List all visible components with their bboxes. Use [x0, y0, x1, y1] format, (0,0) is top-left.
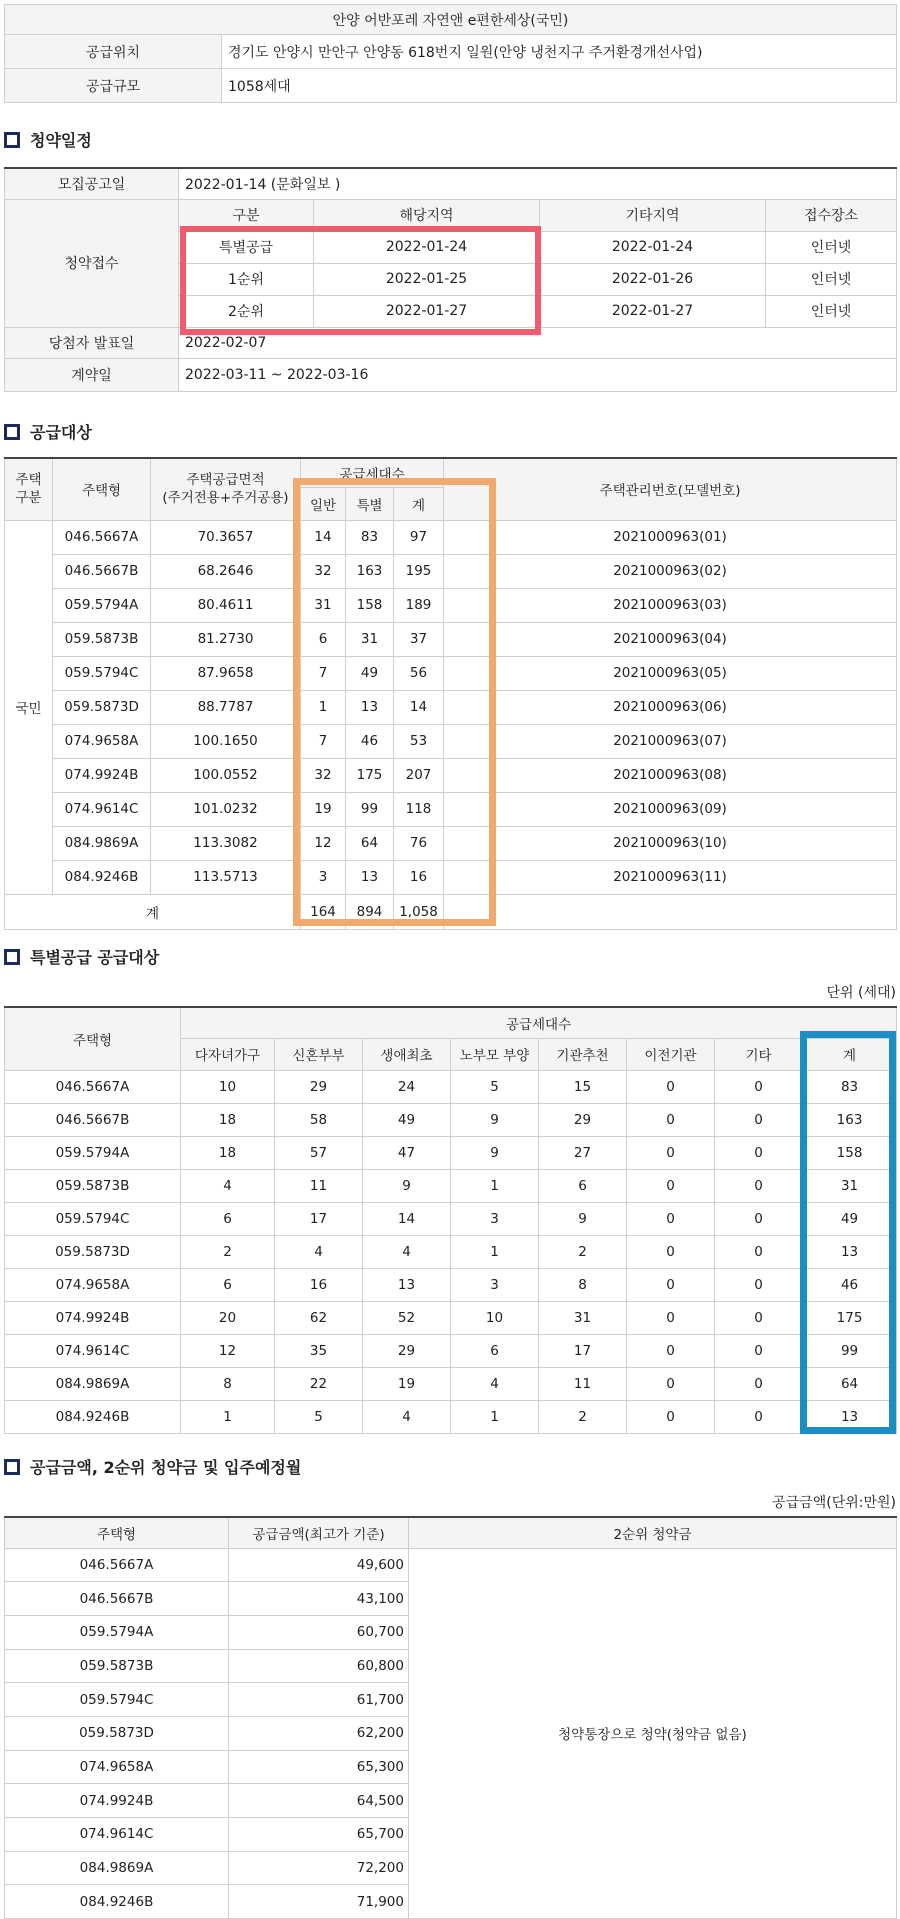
supply-cell: 76	[394, 826, 444, 860]
special-count-cell: 9	[451, 1103, 539, 1136]
winner-date-value: 2022-02-07	[179, 327, 897, 358]
supply-header-special: 특별	[346, 487, 394, 520]
supply-cell: 2021000963(10)	[444, 826, 897, 860]
supply-total-all: 1,058	[394, 894, 444, 929]
special-count-cell: 31	[803, 1169, 897, 1202]
special-count-cell: 0	[715, 1268, 803, 1301]
supply-total-empty	[444, 894, 897, 929]
supply-header-area: 주택공급면적 (주거전용+주거공용)	[151, 458, 301, 520]
table-row	[5, 1103, 897, 1136]
special-count-cell: 8	[181, 1367, 275, 1400]
supply-cell: 80.4611	[151, 588, 301, 622]
supply-cell: 31	[301, 588, 346, 622]
special-count-cell: 9	[363, 1169, 451, 1202]
supply-cell: 2021000963(09)	[444, 792, 897, 826]
complex-info-table	[4, 4, 897, 103]
supply-cell: 32	[301, 554, 346, 588]
price-type-cell: 059.5794C	[5, 1683, 229, 1717]
special-count-cell: 2	[539, 1235, 627, 1268]
special-count-cell: 1	[451, 1400, 539, 1433]
special-count-cell: 57	[275, 1136, 363, 1169]
special-count-cell: 0	[627, 1367, 715, 1400]
table-row	[5, 1070, 897, 1103]
price-amount-cell: 60,700	[229, 1615, 409, 1649]
special-count-cell: 99	[803, 1334, 897, 1367]
special-unit-note: 단위 (세대)	[826, 985, 896, 1001]
special-type-cell: 074.9614C	[5, 1334, 181, 1367]
table-row	[5, 1548, 897, 1582]
contract-date-value: 2022-03-11 ~ 2022-03-16	[179, 358, 897, 391]
supply-cell: 6	[301, 622, 346, 656]
supply-cell: 101.0232	[151, 792, 301, 826]
supply-cell: 46	[346, 724, 394, 758]
supply-section-title	[4, 420, 92, 443]
special-type-cell: 059.5873B	[5, 1169, 181, 1202]
schedule-title-text: 청약일정	[30, 131, 92, 150]
supply-cell: 1	[301, 690, 346, 724]
special-count-cell: 0	[627, 1202, 715, 1235]
schedule-cell: 2022-01-24	[314, 231, 540, 263]
special-count-cell: 1	[181, 1400, 275, 1433]
price-type-cell: 074.9924B	[5, 1784, 229, 1818]
supply-cell: 059.5794A	[53, 588, 151, 622]
special-count-cell: 5	[451, 1070, 539, 1103]
special-count-cell: 0	[627, 1268, 715, 1301]
special-count-cell: 17	[275, 1202, 363, 1235]
supply-cell: 13	[346, 690, 394, 724]
supply-cell: 70.3657	[151, 520, 301, 554]
special-count-cell: 2	[539, 1400, 627, 1433]
special-type-cell: 046.5667B	[5, 1103, 181, 1136]
special-count-cell: 0	[715, 1103, 803, 1136]
table-row	[5, 1334, 897, 1367]
supply-header-units: 공급세대수	[301, 458, 444, 487]
supply-cell: 3	[301, 860, 346, 894]
supply-cell: 158	[346, 588, 394, 622]
special-count-cell: 0	[715, 1400, 803, 1433]
special-count-cell: 62	[275, 1301, 363, 1334]
special-count-cell: 46	[803, 1268, 897, 1301]
special-header-firsttime: 생애최초	[363, 1038, 451, 1070]
supply-cell: 64	[346, 826, 394, 860]
special-type-cell: 084.9246B	[5, 1400, 181, 1433]
square-bullet-icon	[4, 132, 20, 148]
table-row	[5, 1400, 897, 1433]
supply-cell: 88.7787	[151, 690, 301, 724]
table-row	[5, 1169, 897, 1202]
price-type-cell: 046.5667A	[5, 1548, 229, 1582]
special-rows	[5, 1070, 897, 1433]
location-label: 공급위치	[5, 35, 222, 69]
table-row	[5, 1268, 897, 1301]
table-row	[5, 1367, 897, 1400]
supply-cell: 2021000963(04)	[444, 622, 897, 656]
supply-header-type: 주택형	[53, 458, 151, 520]
supply-cell: 56	[394, 656, 444, 690]
supply-cell: 16	[394, 860, 444, 894]
supply-cell: 118	[394, 792, 444, 826]
price-amount-cell: 65,700	[229, 1818, 409, 1852]
supply-cell: 37	[394, 622, 444, 656]
special-count-cell: 0	[715, 1202, 803, 1235]
special-count-cell: 13	[803, 1400, 897, 1433]
special-count-cell: 158	[803, 1136, 897, 1169]
special-count-cell: 20	[181, 1301, 275, 1334]
supply-cell: 14	[394, 690, 444, 724]
supply-cell: 68.2646	[151, 554, 301, 588]
special-count-cell: 3	[451, 1268, 539, 1301]
special-count-cell: 10	[451, 1301, 539, 1334]
special-count-cell: 49	[363, 1103, 451, 1136]
special-count-cell: 2	[181, 1235, 275, 1268]
supply-cell: 49	[346, 656, 394, 690]
price-rows	[5, 1548, 897, 1919]
table-row	[5, 1235, 897, 1268]
schedule-cell: 인터넷	[766, 231, 897, 263]
supply-total-general: 164	[301, 894, 346, 929]
supply-cell: 99	[346, 792, 394, 826]
scale-value: 1058세대	[222, 69, 897, 103]
supply-cell: 13	[346, 860, 394, 894]
supply-cell: 2021000963(06)	[444, 690, 897, 724]
special-title-text: 특별공급 공급대상	[30, 948, 160, 967]
schedule-table	[4, 167, 897, 392]
schedule-cell: 특별공급	[179, 231, 314, 263]
supply-cell: 059.5873D	[53, 690, 151, 724]
special-count-cell: 10	[181, 1070, 275, 1103]
supply-cell: 31	[346, 622, 394, 656]
special-count-cell: 4	[363, 1235, 451, 1268]
special-count-cell: 16	[275, 1268, 363, 1301]
special-count-cell: 9	[539, 1202, 627, 1235]
supply-cell: 189	[394, 588, 444, 622]
table-row	[5, 1136, 897, 1169]
schedule-header-other: 기타지역	[540, 199, 766, 231]
supply-cell: 059.5873B	[53, 622, 151, 656]
supply-cell: 074.9924B	[53, 758, 151, 792]
location-value: 경기도 안양시 만안구 안양동 618번지 일원(안양 냉천지구 주거환경개선사업)	[222, 35, 897, 69]
supply-cell: 32	[301, 758, 346, 792]
supply-cell: 046.5667A	[53, 520, 151, 554]
special-count-cell: 5	[275, 1400, 363, 1433]
special-count-cell: 4	[181, 1169, 275, 1202]
special-header-other: 기타	[715, 1038, 803, 1070]
supply-cell: 2021000963(02)	[444, 554, 897, 588]
special-count-cell: 0	[627, 1235, 715, 1268]
special-count-cell: 0	[627, 1334, 715, 1367]
supply-cell: 175	[346, 758, 394, 792]
special-count-cell: 0	[715, 1136, 803, 1169]
price-amount-cell: 72,200	[229, 1851, 409, 1885]
special-count-cell: 35	[275, 1334, 363, 1367]
supply-cell: 074.9658A	[53, 724, 151, 758]
supply-total-special: 894	[346, 894, 394, 929]
special-count-cell: 49	[803, 1202, 897, 1235]
special-count-cell: 11	[275, 1169, 363, 1202]
price-unit-note: 공급금액(단위:만원)	[772, 1495, 896, 1511]
supply-cell: 074.9614C	[53, 792, 151, 826]
supply-cell: 163	[346, 554, 394, 588]
special-count-cell: 0	[715, 1070, 803, 1103]
price-type-cell: 074.9658A	[5, 1750, 229, 1784]
special-count-cell: 15	[539, 1070, 627, 1103]
schedule-cell: 2022-01-25	[314, 263, 540, 295]
special-count-cell: 163	[803, 1103, 897, 1136]
table-row	[5, 1301, 897, 1334]
supply-cell: 2021000963(07)	[444, 724, 897, 758]
schedule-cell: 2022-01-24	[540, 231, 766, 263]
supply-cell: 113.5713	[151, 860, 301, 894]
notice-date-label: 모집공고일	[5, 168, 179, 199]
special-count-cell: 11	[539, 1367, 627, 1400]
price-amount-cell: 43,100	[229, 1582, 409, 1616]
special-count-cell: 13	[803, 1235, 897, 1268]
special-section-title	[4, 945, 159, 968]
special-count-cell: 0	[627, 1301, 715, 1334]
supply-cell: 059.5794C	[53, 656, 151, 690]
price-amount-cell: 49,600	[229, 1548, 409, 1582]
special-header-newlywed: 신혼부부	[275, 1038, 363, 1070]
special-count-cell: 29	[539, 1103, 627, 1136]
special-count-cell: 9	[451, 1136, 539, 1169]
price-amount-cell: 62,200	[229, 1716, 409, 1750]
supply-cell: 19	[301, 792, 346, 826]
supply-cell: 7	[301, 724, 346, 758]
supply-title-text: 공급대상	[30, 423, 92, 442]
price-header-price: 공급금액(최고가 기준)	[229, 1517, 409, 1548]
supply-group-label: 국민	[5, 520, 53, 894]
special-count-cell: 64	[803, 1367, 897, 1400]
special-count-cell: 18	[181, 1103, 275, 1136]
price-type-cell: 046.5667B	[5, 1582, 229, 1616]
special-count-cell: 4	[275, 1235, 363, 1268]
special-count-cell: 19	[363, 1367, 451, 1400]
special-count-cell: 52	[363, 1301, 451, 1334]
special-type-cell: 059.5794C	[5, 1202, 181, 1235]
special-count-cell: 4	[451, 1367, 539, 1400]
price-amount-cell: 64,500	[229, 1784, 409, 1818]
special-type-cell: 059.5873D	[5, 1235, 181, 1268]
special-count-cell: 0	[715, 1235, 803, 1268]
special-count-cell: 58	[275, 1103, 363, 1136]
receipt-label: 청약접수	[5, 199, 179, 327]
supply-cell: 2021000963(08)	[444, 758, 897, 792]
special-count-cell: 18	[181, 1136, 275, 1169]
square-bullet-icon	[4, 424, 20, 440]
table-row	[5, 1202, 897, 1235]
special-count-cell: 47	[363, 1136, 451, 1169]
supply-header-total: 계	[394, 487, 444, 520]
special-count-cell: 1	[451, 1235, 539, 1268]
supply-cell: 2021000963(11)	[444, 860, 897, 894]
special-count-cell: 22	[275, 1367, 363, 1400]
special-type-cell: 084.9869A	[5, 1367, 181, 1400]
special-count-cell: 1	[451, 1169, 539, 1202]
supply-cell: 53	[394, 724, 444, 758]
supply-header-mgmt: 주택관리번호(모델번호)	[444, 458, 897, 520]
supply-total-label: 계	[5, 894, 301, 929]
contract-date-label: 계약일	[5, 358, 179, 391]
price-type-cell: 059.5873B	[5, 1649, 229, 1683]
price-type-cell: 059.5873D	[5, 1716, 229, 1750]
supply-cell: 207	[394, 758, 444, 792]
special-type-cell: 074.9924B	[5, 1301, 181, 1334]
supply-cell: 83	[346, 520, 394, 554]
price-type-cell: 074.9614C	[5, 1818, 229, 1852]
special-count-cell: 6	[181, 1268, 275, 1301]
supply-cell: 87.9658	[151, 656, 301, 690]
special-count-cell: 0	[627, 1103, 715, 1136]
supply-header-group: 주택 구분	[5, 458, 53, 520]
schedule-cell: 1순위	[179, 263, 314, 295]
special-header-total: 계	[803, 1038, 897, 1070]
supply-cell: 100.0552	[151, 758, 301, 792]
supply-cell: 81.2730	[151, 622, 301, 656]
supply-cell: 97	[394, 520, 444, 554]
supply-cell: 195	[394, 554, 444, 588]
price-section-title	[4, 1455, 301, 1478]
special-count-cell: 24	[363, 1070, 451, 1103]
special-count-cell: 14	[363, 1202, 451, 1235]
special-count-cell: 0	[627, 1400, 715, 1433]
supply-cell: 046.5667B	[53, 554, 151, 588]
supply-cell: 084.9246B	[53, 860, 151, 894]
supply-header-general: 일반	[301, 487, 346, 520]
special-count-cell: 0	[627, 1136, 715, 1169]
supply-cell: 12	[301, 826, 346, 860]
price-amount-cell: 60,800	[229, 1649, 409, 1683]
price-type-cell: 084.9246B	[5, 1885, 229, 1919]
special-count-cell: 0	[627, 1169, 715, 1202]
special-count-cell: 6	[539, 1169, 627, 1202]
supply-cell: 2021000963(05)	[444, 656, 897, 690]
schedule-header-place: 접수장소	[766, 199, 897, 231]
special-count-cell: 8	[539, 1268, 627, 1301]
special-count-cell: 27	[539, 1136, 627, 1169]
special-count-cell: 0	[715, 1334, 803, 1367]
supply-cell: 2021000963(03)	[444, 588, 897, 622]
schedule-section-title	[4, 128, 92, 151]
special-type-cell: 046.5667A	[5, 1070, 181, 1103]
price-amount-cell: 61,700	[229, 1683, 409, 1717]
supply-cell: 2021000963(01)	[444, 520, 897, 554]
special-count-cell: 29	[275, 1070, 363, 1103]
special-count-cell: 4	[363, 1400, 451, 1433]
price-amount-cell: 71,900	[229, 1885, 409, 1919]
schedule-header-type: 구분	[179, 199, 314, 231]
special-count-cell: 175	[803, 1301, 897, 1334]
special-count-cell: 12	[181, 1334, 275, 1367]
special-header-relocated: 이전기관	[627, 1038, 715, 1070]
supply-cell: 7	[301, 656, 346, 690]
special-count-cell: 3	[451, 1202, 539, 1235]
schedule-cell: 인터넷	[766, 263, 897, 295]
special-header-multichild: 다자녀가구	[181, 1038, 275, 1070]
winner-date-label: 당첨자 발표일	[5, 327, 179, 358]
special-count-cell: 6	[451, 1334, 539, 1367]
schedule-cell: 2022-01-27	[314, 295, 540, 327]
square-bullet-icon	[4, 1459, 20, 1475]
special-header-institution: 기관추천	[539, 1038, 627, 1070]
supply-cell: 100.1650	[151, 724, 301, 758]
schedule-header-local: 해당지역	[314, 199, 540, 231]
square-bullet-icon	[4, 949, 20, 965]
special-header-type: 주택형	[5, 1007, 181, 1070]
price-type-cell: 059.5794A	[5, 1615, 229, 1649]
special-count-cell: 0	[715, 1301, 803, 1334]
special-type-cell: 059.5794A	[5, 1136, 181, 1169]
schedule-cell: 2022-01-26	[540, 263, 766, 295]
special-header-elderly: 노부모 부양	[451, 1038, 539, 1070]
price-header-deposit: 2순위 청약금	[409, 1517, 897, 1548]
price-title-text: 공급금액, 2순위 청약금 및 입주예정월	[30, 1458, 302, 1477]
schedule-cell: 2순위	[179, 295, 314, 327]
notice-date-value: 2022-01-14 (문화일보 )	[179, 168, 897, 199]
price-header-type: 주택형	[5, 1517, 229, 1548]
price-type-cell: 084.9869A	[5, 1851, 229, 1885]
special-count-cell: 17	[539, 1334, 627, 1367]
price-table	[4, 1516, 897, 1919]
special-count-cell: 6	[181, 1202, 275, 1235]
special-count-cell: 0	[715, 1169, 803, 1202]
schedule-cell: 2022-01-27	[540, 295, 766, 327]
supply-cell: 084.9869A	[53, 826, 151, 860]
special-count-cell: 31	[539, 1301, 627, 1334]
complex-title: 안양 어반포레 자연앤 e편한세상(국민)	[5, 5, 897, 35]
special-type-cell: 074.9658A	[5, 1268, 181, 1301]
deposit-note: 청약통장으로 청약(청약금 없음)	[409, 1548, 897, 1919]
scale-label: 공급규모	[5, 69, 222, 103]
special-header-units: 공급세대수	[181, 1007, 897, 1038]
special-count-cell: 0	[627, 1070, 715, 1103]
supply-cell: 14	[301, 520, 346, 554]
price-amount-cell: 65,300	[229, 1750, 409, 1784]
supply-table	[4, 457, 897, 930]
special-count-cell: 83	[803, 1070, 897, 1103]
special-table	[4, 1006, 897, 1434]
special-count-cell: 29	[363, 1334, 451, 1367]
schedule-cell: 인터넷	[766, 295, 897, 327]
supply-cell: 113.3082	[151, 826, 301, 860]
special-count-cell: 0	[715, 1367, 803, 1400]
special-count-cell: 13	[363, 1268, 451, 1301]
